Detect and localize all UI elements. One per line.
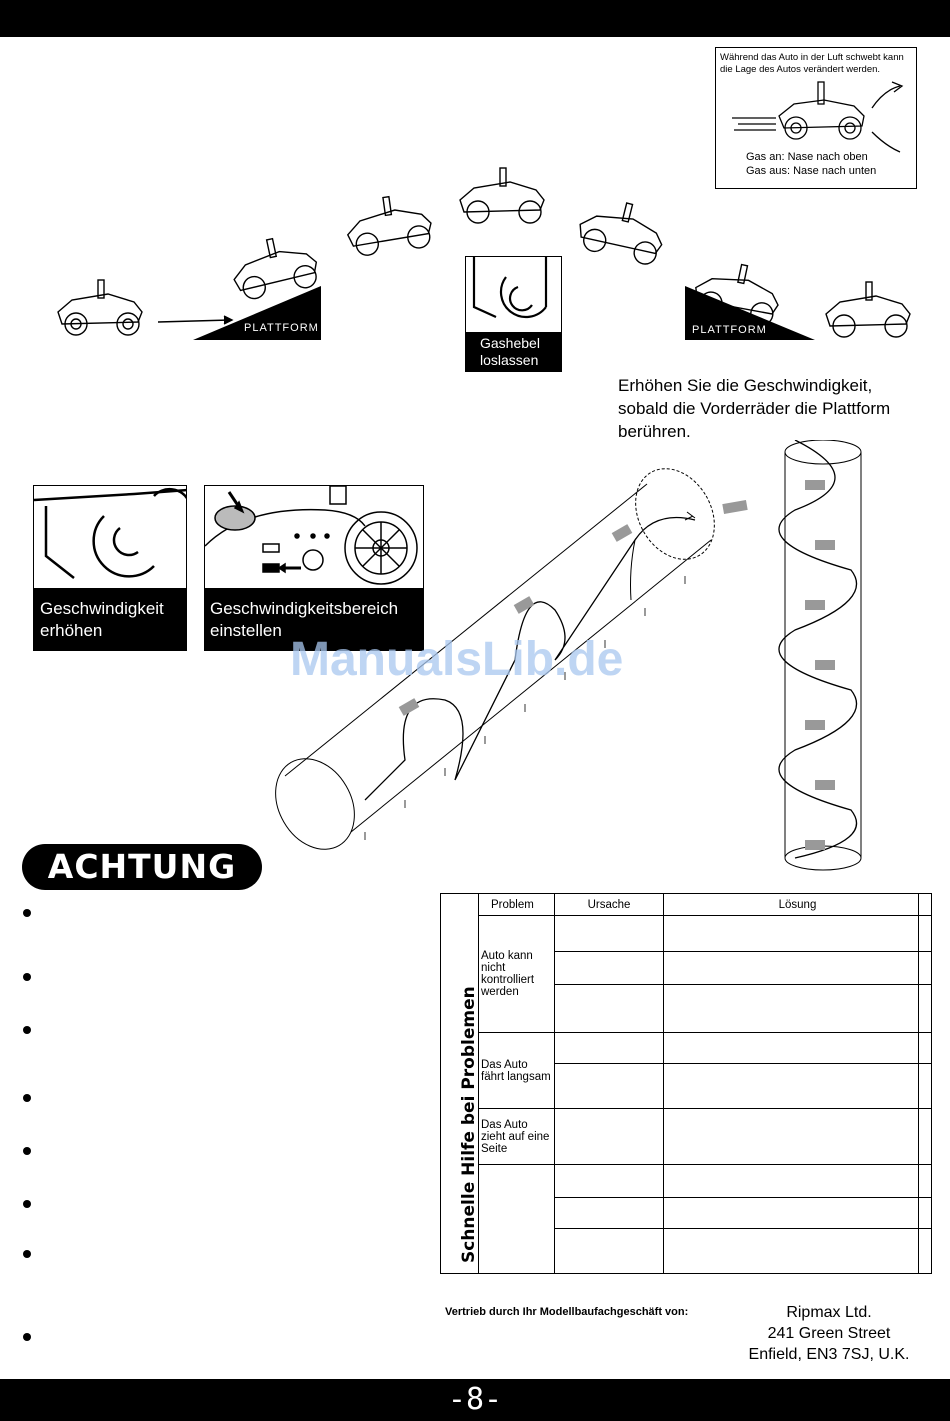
speed-instruction <box>618 374 890 443</box>
bullet-6 <box>23 1200 31 1208</box>
problem-cell-4 <box>479 1165 555 1274</box>
table-cell <box>555 1109 664 1165</box>
car-3 <box>343 191 434 257</box>
bullet-1 <box>23 909 31 917</box>
ramp-label-left: PLATTFORM <box>244 322 319 334</box>
car-5 <box>575 193 670 267</box>
top-bar <box>0 0 950 37</box>
trigger-release-line1: Gashebel <box>480 335 540 351</box>
arrow-to-ramp <box>158 320 230 322</box>
bullet-5 <box>23 1147 31 1155</box>
problem-cell-2: Das Auto fährt langsam <box>479 1033 555 1109</box>
car-1 <box>58 280 142 335</box>
problem-cell-1: Auto kann nicht kontrolliert werden <box>479 916 555 1033</box>
speed-range-line2: einstellen <box>210 621 282 640</box>
bullet-8 <box>23 1333 31 1341</box>
speed-up-photo <box>33 485 187 651</box>
speed-instruction-line1: Erhöhen Sie die Geschwindigkeit, <box>618 376 873 395</box>
car-4 <box>460 168 544 223</box>
page-number: -8- <box>0 1379 950 1421</box>
speed-instruction-line2: sobald die Vorderräder die Plattform <box>618 399 891 418</box>
car-7 <box>826 282 910 337</box>
table-row <box>479 1109 932 1165</box>
table-header-row <box>479 894 932 916</box>
header-problem: Problem <box>479 894 555 916</box>
warning-heading: ACHTUNG <box>22 844 262 890</box>
header-cause: Ursache <box>555 894 664 916</box>
gas-on-text: Gas an: Nase nach oben <box>746 151 868 163</box>
bullet-2 <box>23 973 31 981</box>
troubleshooting-table <box>478 893 932 1274</box>
speed-instruction-line3: berühren. <box>618 422 691 441</box>
watermark: ManualsLib.de <box>290 633 624 686</box>
table-cell <box>555 1165 664 1198</box>
table-cell <box>664 1033 932 1064</box>
table-cell <box>555 1064 664 1109</box>
trigger-pull-icon <box>34 486 187 591</box>
table-cell <box>555 985 664 1033</box>
distributor-city: Enfield, EN3 7SJ, U.K. <box>748 1346 910 1363</box>
car-attitude-illustration <box>724 76 914 156</box>
car-2 <box>228 231 322 302</box>
table-cell <box>664 985 932 1033</box>
troubleshooting-title: Schnelle Hilfe bei Problemen <box>459 986 479 1263</box>
table-cell <box>555 916 664 952</box>
table-cell <box>664 1229 932 1274</box>
table-cell <box>664 916 932 952</box>
table-cell <box>555 952 664 985</box>
bullet-3 <box>23 1026 31 1034</box>
table-cell <box>664 1198 932 1229</box>
header-solution: Lösung <box>664 894 932 916</box>
distributor-street: 241 Green Street <box>767 1325 891 1342</box>
table-cell <box>664 952 932 985</box>
table-row <box>479 916 932 952</box>
distributor-address <box>738 1302 920 1365</box>
table-row <box>479 1033 932 1064</box>
distributor-label: Vertrieb durch Ihr Modellbaufachgeschäft von: <box>445 1306 689 1318</box>
trigger-release-line2: loslassen <box>480 352 539 368</box>
trigger-icon <box>466 257 562 337</box>
ramp-label-right: PLATTFORM <box>692 324 767 336</box>
speed-range-line1: Geschwindigkeitsbereich <box>210 599 399 618</box>
table-cell <box>555 1229 664 1274</box>
distributor-name: Ripmax Ltd. <box>786 1304 872 1321</box>
speed-up-line1: Geschwindigkeit <box>40 599 164 618</box>
problem-cell-3: Das Auto zieht auf eine Seite <box>479 1109 555 1165</box>
bullet-4 <box>23 1094 31 1102</box>
table-cell <box>555 1198 664 1229</box>
table-row <box>479 1165 932 1198</box>
table-cell <box>664 1109 932 1165</box>
flight-attitude-text: Während das Auto in der Luft schwebt kann die Lage des Autos verändert werden. <box>720 52 904 75</box>
table-cell <box>664 1165 932 1198</box>
table-cell <box>555 1033 664 1064</box>
gas-off-text: Gas aus: Nase nach unten <box>746 165 877 177</box>
speed-up-line2: erhöhen <box>40 621 103 640</box>
trigger-release-photo <box>465 256 562 372</box>
bullet-7 <box>23 1250 31 1258</box>
table-cell <box>664 1064 932 1109</box>
